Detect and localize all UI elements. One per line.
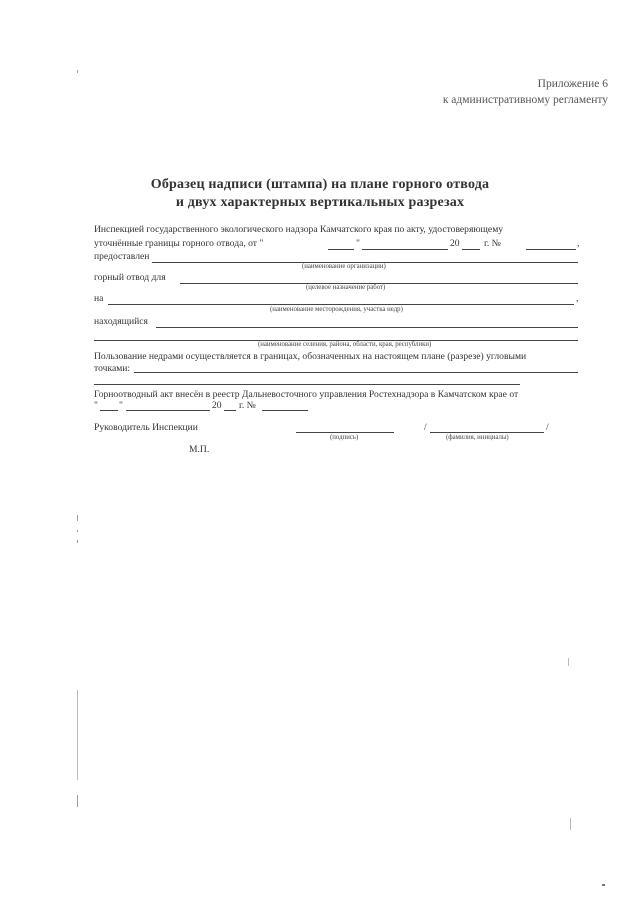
scan-mark [77,70,78,73]
registry-year-prefix: 20 [212,400,222,411]
name-slash-close: / [546,422,549,433]
scan-mark [568,658,569,666]
usage-text: Пользование недрами осуществляется в границах, обозначенных на настоящем плане (разрезе) угловыми [94,351,527,362]
head-label: Руководитель Инспекции [94,422,198,433]
registry-quote-open: " [94,400,98,411]
location-caption: (наименование селения, района, области, края, республики) [258,341,432,348]
act-month-line [362,249,448,250]
act-day-line [328,249,354,250]
points-line-2 [94,384,520,385]
deposit-caption: (наименование месторождения, участка недр) [270,306,403,313]
location-line [156,327,578,328]
registry-year-line [224,410,236,411]
registry-quote-close: " [119,400,123,411]
stamp-place: М.П. [189,444,210,455]
scan-mark [77,690,78,780]
act-number-label: г. № [484,238,501,249]
points-line [134,372,578,373]
organization-caption: (наименование организации) [302,263,386,270]
signature-line [296,432,394,433]
registry-day-line [100,410,118,411]
mining-purpose-label: горный отвод для [94,272,166,283]
provided-label: предоставлен [94,251,150,262]
scan-mark [602,884,605,886]
name-line [430,432,544,433]
deposit-label: на [94,293,104,304]
scan-mark [77,515,78,521]
points-label: точками: [94,363,131,374]
document-title-line2: и двух характерных вертикальных разрезах [175,195,465,210]
scan-mark [77,795,78,807]
name-caption: (фамилия, инициалы) [446,434,509,441]
location-label: находящийся [94,316,148,327]
deposit-comma: , [576,293,579,304]
deposit-line [108,304,574,305]
name-slash-open: / [424,422,427,433]
purpose-caption: (целевое назначение работ) [306,284,386,291]
scan-mark [77,530,78,532]
registry-month-line [126,410,210,411]
act-date-quote: " [356,238,360,249]
registry-number-line [262,410,308,411]
scan-mark [570,818,571,830]
registry-number-label: г. № [239,400,256,411]
registry-text: Горноотводный акт внесён в реестр Дальневосточного управления Ростехнадзора в Камчатском крае от [94,389,519,400]
act-year-prefix: 20 [450,238,460,249]
act-year-line [462,249,480,250]
document-title-line1: Образец надписи (штампа) на плане горного отвода [150,177,490,192]
appendix-title: Приложение 6 [537,78,608,90]
inspection-text-line1: Инспекцией государственного экологического надзора Камчатского края по акту, удостоверяющему [94,224,504,235]
act-number-comma: , [577,238,580,249]
signature-caption: (подпись) [330,434,359,441]
act-number-line [526,249,576,250]
scan-mark [77,540,78,543]
act-date-label: уточнённые границы горного отвода, от " [94,238,264,249]
appendix-subtitle: к административному регламенту [442,94,608,106]
